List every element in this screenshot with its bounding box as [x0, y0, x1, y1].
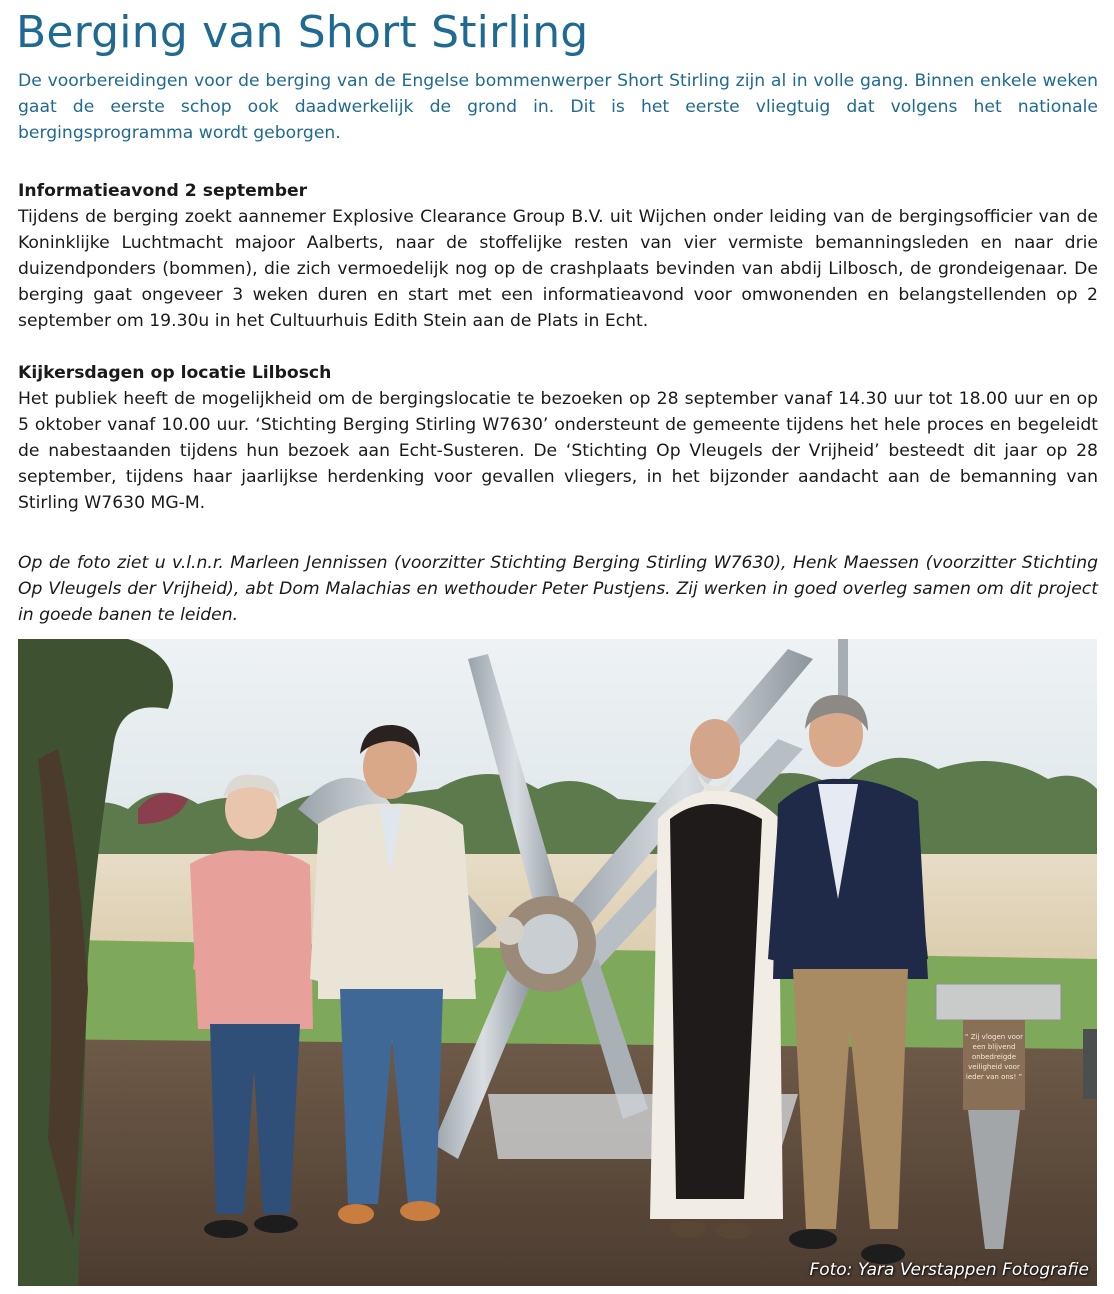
svg-text:onbedreigde: onbedreigde [971, 1053, 1017, 1061]
photo-illustration [18, 639, 1097, 1286]
article-intro: De voorbereidingen voor de berging van de Engelse bommenwerper Short Stirling zijn al in volle gang. Binnen enkele weken gaat de eerste schop ook daadwerkelijk de grond in. Dit is het eerste vliegtuig dat volgens het nationale bergingsprogramma wordt geborgen. [18, 71, 1098, 143]
group-photo [18, 639, 1097, 1286]
section-informatieavond [18, 178, 1098, 334]
svg-text:ieder van ons! ”: ieder van ons! ” [965, 1073, 1023, 1081]
svg-text:veiligheid voor: veiligheid voor [968, 1063, 1020, 1071]
section-body: Het publiek heeft de mogelijkheid om de bergingslocatie te bezoeken op 28 september vanaf 14.30 uur tot 18.00 uur en op 5 oktober vanaf 10.00 uur. ‘Stichting Berging Stirling W7630’ ondersteunt de gemeente tijdens het hele proces en begeleidt de nabestaanden tijdens hun bezoek aan Echt-Susteren. De ‘Stichting Op Vleugels der Vrijheid’ besteedt dit jaar op 28 september, tijdens haar jaarlijkse herdenking voor gevallen vliegers, in het bijzonder aandacht aan de bemanning van Stirling W7630 MG-M. [18, 389, 1098, 513]
svg-text:“ Zij vlogen voor: “ Zij vlogen voor [964, 1033, 1024, 1041]
photo-caption: Op de foto ziet u v.l.n.r. Marleen Jennissen (voorzitter Stichting Berging Stirling W7630), Henk Maessen (voorzitter Stichting Op Vleugels der Vrijheid), abt Dom Malachias en wethouder Peter Pustjens. Zij werken in goed overleg samen om dit project in goede banen te leiden. [18, 553, 1098, 625]
gravel-ground [18, 1039, 1097, 1286]
article-title: Berging van Short Stirling [16, 7, 589, 58]
section-body: Tijdens de berging zoekt aannemer Explosive Clearance Group B.V. uit Wijchen onder leiding van de bergingsofficier van de Koninklijke Luchtmacht majoor Aalberts, naar de stoffelijke resten van vier vermiste bemanningsleden en naar drie duizendponders (bommen), die zich vermoedelijk nog op de crashplaats bevinden van abdij Lilbosch, de grondeigenaar. De berging gaat ongeveer 3 weken duren en start met een informatieavond voor omwonenden en belangstellenden op 2 september om 19.30u in het Cultuurhuis Edith Stein aan de Plats in Echt. [18, 207, 1098, 331]
svg-text:een blijvend: een blijvend [972, 1043, 1016, 1051]
post [1083, 1029, 1097, 1099]
section-heading: Informatieavond 2 september [18, 181, 308, 201]
section-kijkersdagen [18, 360, 1098, 516]
section-heading: Kijkersdagen op locatie Lilbosch [18, 363, 332, 383]
photo-credit: Foto: Yara Verstappen Fotografie [809, 1260, 1089, 1280]
